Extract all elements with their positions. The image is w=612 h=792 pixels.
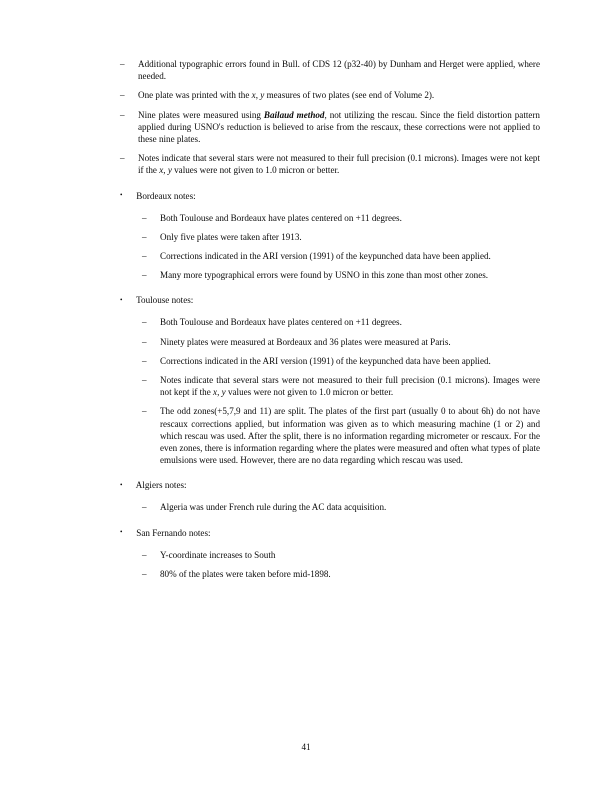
bullet-marker: • — [120, 481, 123, 490]
san-fernando-notes-heading-text: San Fernando notes: — [136, 527, 211, 538]
dash-marker: – — [142, 270, 147, 281]
note-typographic-errors-text: Additional typographic errors found in Bull. of CDS 12 (p32-40) by Dunham and Herget were applied, where needed. — [138, 59, 540, 82]
dash-marker: – — [142, 549, 147, 560]
toulouse-note-odd-zones-text: The odd zones(+5,7,9 and 11) are split. The plates of the first part (usually 0 to about 6h) do not have rescaux corrections applied, but information was given as to which measuring machine (1 or 2) and which rescau was used. After the split, there is no information regarding micrometer or rescaux. For the even zones, there is information regarding where the plates were measured and often what types of plate emulsions were used. However, there are no data regarding which rescau was used. — [160, 406, 540, 466]
note-nine-plates-bailaud — [120, 109, 540, 146]
algiers-notes-list — [142, 501, 540, 513]
note-typographic-errors — [120, 58, 540, 82]
dash-marker: – — [120, 153, 125, 164]
page-body — [120, 58, 540, 587]
toulouse-note-ninety-plates — [142, 336, 540, 348]
bullet-marker: • — [120, 528, 123, 537]
algiers-note-french-rule-text: Algeria was under French rule during the AC data acquisition. — [160, 502, 387, 513]
san-fernando-notes-list — [142, 549, 540, 580]
toulouse-notes-list — [142, 316, 540, 466]
san-fernando-note-y-coordinate-text: Y-coordinate increases to South — [160, 549, 276, 560]
page-number: 41 — [301, 742, 311, 752]
dash-marker: – — [142, 568, 147, 579]
bordeaux-note-five-plates — [142, 231, 540, 243]
dash-marker: – — [142, 317, 147, 328]
algiers-note-french-rule — [142, 501, 540, 513]
bordeaux-notes-heading — [120, 190, 540, 203]
algiers-notes-group — [120, 479, 540, 513]
toulouse-notes-heading — [120, 294, 540, 307]
bordeaux-notes-heading-text: Bordeaux notes: — [136, 190, 196, 201]
toulouse-note-ninety-plates-text: Ninety plates were measured at Bordeaux and 36 plates were measured at Paris. — [160, 336, 451, 347]
dash-marker: – — [142, 336, 147, 347]
san-fernando-note-80-percent-text: 80% of the plates were taken before mid-1898. — [160, 568, 331, 579]
bullet-marker: • — [120, 296, 123, 305]
toulouse-note-ari-corrections — [142, 355, 540, 367]
toulouse-notes-group — [120, 294, 540, 466]
bordeaux-note-centered — [142, 212, 540, 224]
dash-marker: – — [142, 212, 147, 223]
bordeaux-note-ari-corrections — [142, 250, 540, 262]
bordeaux-notes-group — [120, 190, 540, 282]
bordeaux-note-ari-corrections-text: Corrections indicated in the ARI version (1991) of the keypunched data have been applied. — [160, 251, 491, 262]
toulouse-note-ari-corrections-text: Corrections indicated in the ARI version (1991) of the keypunched data have been applied. — [160, 355, 491, 366]
bordeaux-note-typographical-errors-text: Many more typographical errors were found by USNO in this zone than most other zones. — [160, 270, 489, 281]
note-one-plate-printed-text: One plate was printed with the x, y measures of two plates (see end of Volume 2). — [138, 90, 435, 101]
bordeaux-note-five-plates-text: Only five plates were taken after 1913. — [160, 231, 302, 242]
dash-marker: – — [120, 109, 125, 120]
note-nine-plates-bailaud-text: Nine plates were measured using Bailaud method, not utilizing the rescau. Since the field distortion pattern applied during USNO's reduction is believed to arise from the rescaux, these corrections were not applied to these nine plates. — [138, 109, 540, 145]
san-fernando-notes-group — [120, 527, 540, 580]
note-precision-microns — [120, 152, 540, 176]
dash-marker: – — [120, 59, 125, 69]
dash-marker: – — [142, 502, 147, 513]
dash-marker: – — [142, 406, 147, 417]
toulouse-notes-heading-text: Toulouse notes: — [136, 295, 194, 306]
bordeaux-note-typographical-errors — [142, 269, 540, 281]
bordeaux-note-centered-text: Both Toulouse and Bordeaux have plates centered on +11 degrees. — [160, 212, 402, 223]
bullet-marker: • — [120, 191, 123, 200]
san-fernando-note-80-percent — [142, 568, 540, 580]
san-fernando-note-y-coordinate — [142, 549, 540, 561]
algiers-notes-heading-text: Algiers notes: — [135, 480, 187, 491]
toulouse-note-centered — [142, 316, 540, 328]
dash-marker: – — [142, 355, 147, 366]
san-fernando-notes-heading — [120, 527, 540, 540]
bordeaux-notes-list — [142, 212, 540, 282]
dash-marker: – — [120, 90, 125, 101]
algiers-notes-heading — [120, 479, 540, 492]
dash-marker: – — [142, 375, 147, 386]
dash-marker: – — [142, 231, 147, 242]
toulouse-note-centered-text: Both Toulouse and Bordeaux have plates centered on +11 degrees. — [160, 317, 402, 328]
dash-marker: – — [142, 251, 147, 262]
toulouse-note-precision — [142, 374, 540, 398]
note-one-plate-printed — [120, 89, 540, 101]
toulouse-note-precision-text: Notes indicate that several stars were not measured to their full precision (0.1 microns). Images were not kept if the x, y values were not given to 1.0 micron or better. — [160, 375, 540, 398]
toulouse-note-odd-zones — [142, 405, 540, 466]
note-precision-microns-text: Notes indicate that several stars were not measured to their full precision (0.1 microns). Images were not kept if the x, y values were not given to 1.0 micron or better. — [138, 153, 540, 176]
